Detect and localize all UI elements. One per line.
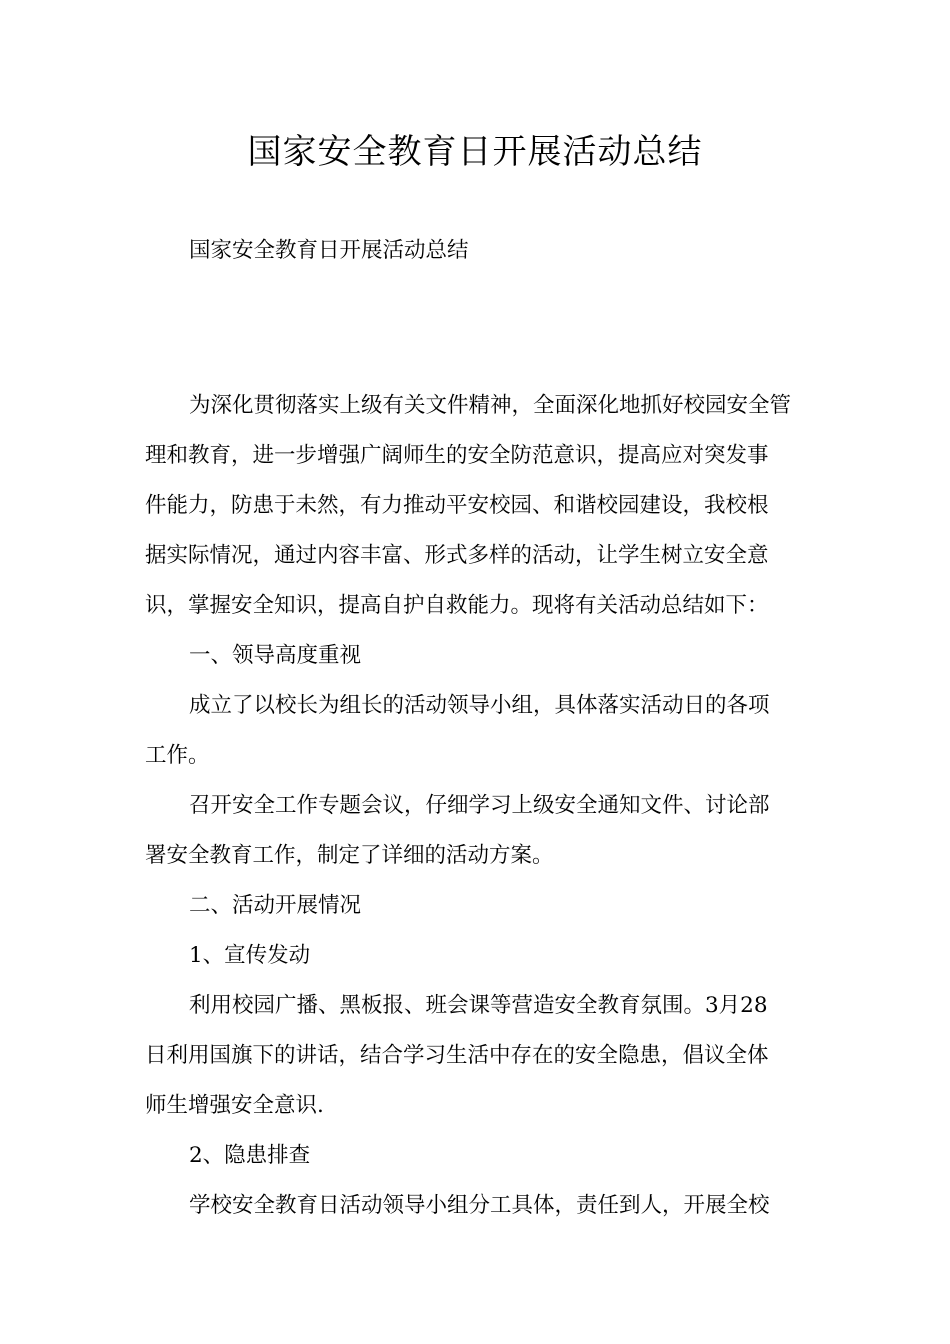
paragraph-line: 署安全教育工作，制定了详细的活动方案。 (145, 843, 554, 868)
paragraph-line: 件能力，防患于未然，有力推动平安校园、和谐校园建设，我校根 (145, 493, 769, 518)
subsection-heading: 1、宣传发动 (189, 943, 311, 968)
paragraph-line: 据实际情况，通过内容丰富、形式多样的活动，让学生树立安全意 (145, 543, 769, 568)
paragraph-line: 日利用国旗下的讲话，结合学习生活中存在的安全隐患，倡议全体 (145, 1043, 769, 1068)
paragraph-line: 召开安全工作专题会议，仔细学习上级安全通知文件、讨论部 (189, 793, 770, 818)
paragraph-line: 工作。 (145, 743, 210, 768)
paragraph-line: 师生增强安全意识. (145, 1093, 324, 1118)
paragraph-line: 学校安全教育日活动领导小组分工具体，责任到人，开展全校 (189, 1193, 770, 1218)
paragraph-line: 理和教育，进一步增强广阔师生的安全防范意识，提高应对突发事 (145, 443, 769, 468)
paragraph-line: 识，掌握安全知识，提高自护自救能力。现将有关活动总结如下： (145, 593, 769, 618)
document-subtitle: 国家安全教育日开展活动总结 (189, 238, 469, 263)
paragraph-line: 成立了以校长为组长的活动领导小组，具体落实活动日的各项 (189, 693, 770, 718)
document-title: 国家安全教育日开展活动总结 (247, 132, 703, 172)
paragraph-line: 为深化贯彻落实上级有关文件精神，全面深化地抓好校园安全管 (189, 393, 792, 418)
paragraph-line: 利用校园广播、黑板报、班会课等营造安全教育氛围。3月28 (189, 993, 768, 1018)
subsection-heading: 2、隐患排查 (189, 1143, 311, 1168)
section-heading: 一、领导高度重视 (189, 643, 362, 668)
document-body (145, 381, 807, 1231)
section-heading: 二、活动开展情况 (189, 893, 362, 918)
